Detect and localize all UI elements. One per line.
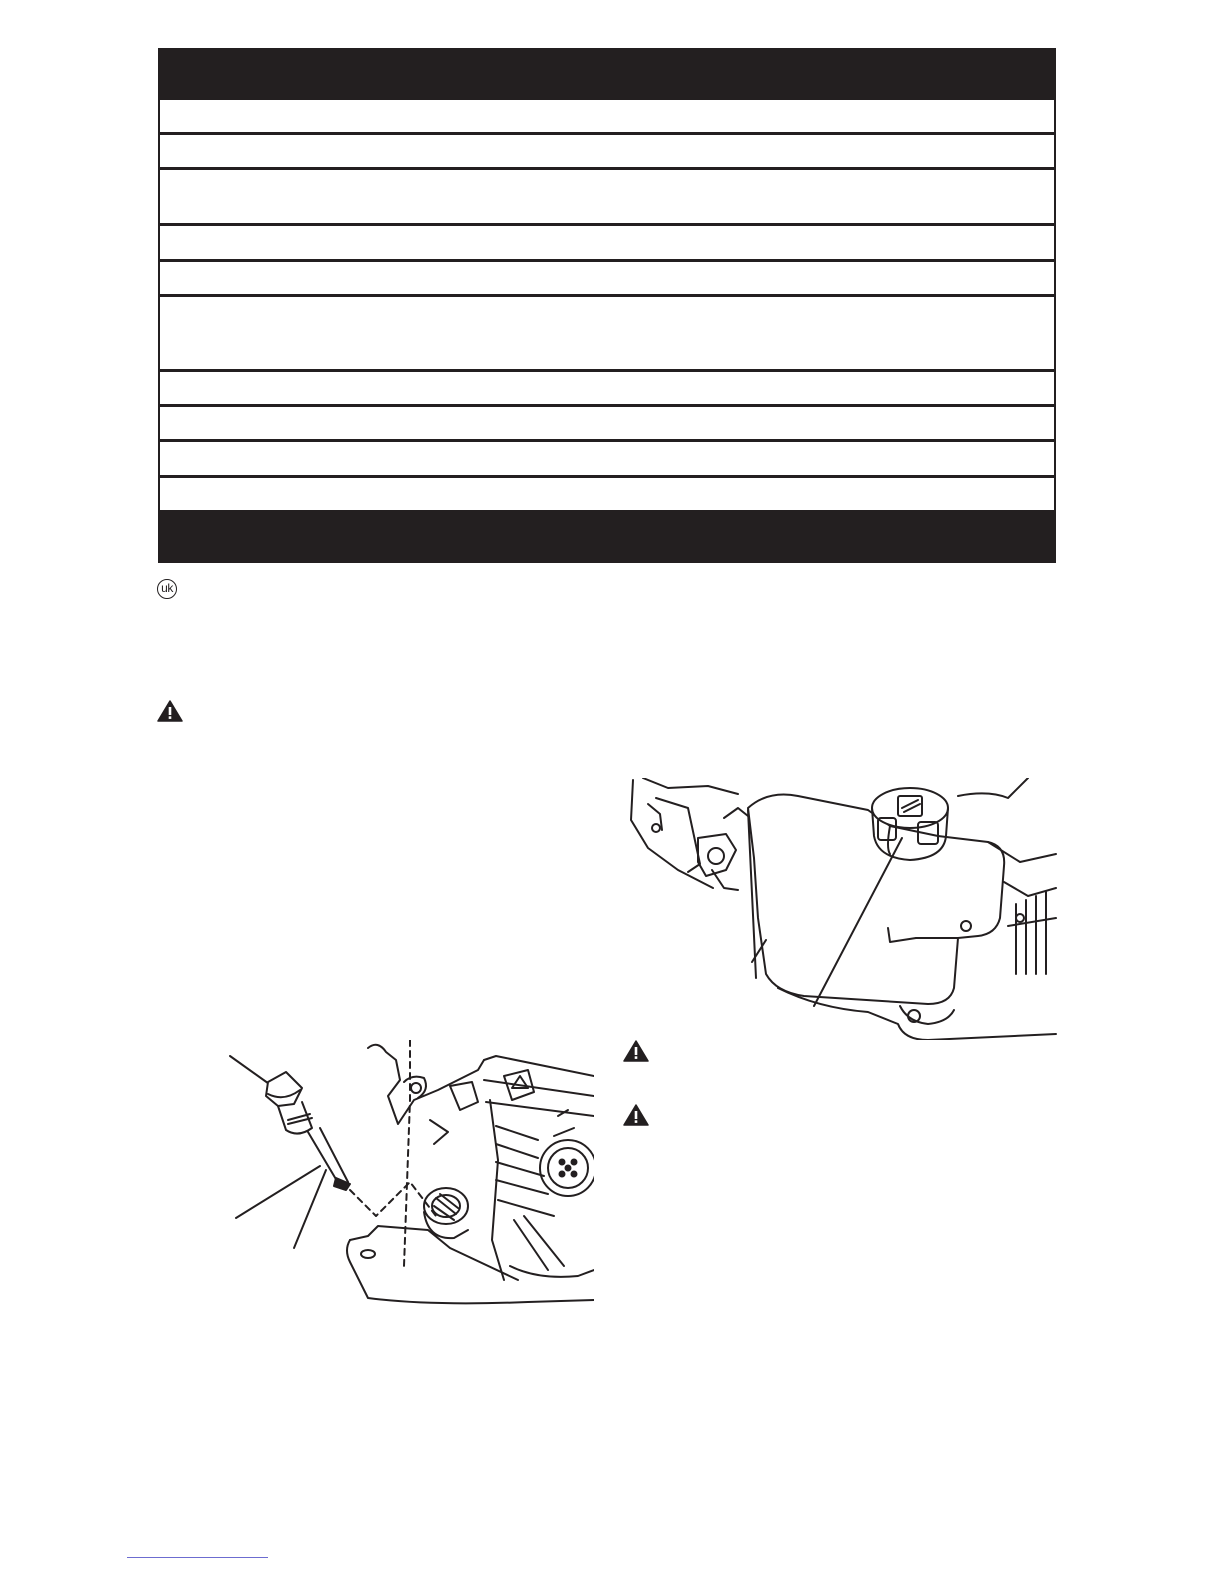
spec-row [160, 226, 1054, 259]
warning-triangle-icon [157, 700, 183, 722]
warning-triangle-icon [623, 1104, 649, 1126]
warning-triangle-icon [623, 1040, 649, 1062]
footer-link-underline [127, 1557, 268, 1558]
oil-dipstick-figure [228, 1040, 594, 1306]
spec-row [160, 262, 1054, 294]
spec-row [160, 372, 1054, 404]
spec-row [160, 100, 1054, 132]
spec-row [160, 170, 1054, 223]
spec-row [160, 297, 1054, 369]
spec-row [160, 442, 1054, 475]
spec-row [160, 478, 1054, 510]
spec-row [160, 407, 1054, 439]
spec-row [160, 135, 1054, 167]
spec-table [158, 48, 1056, 563]
fuel-tank-figure [628, 778, 1058, 1040]
language-badge: uk [157, 579, 177, 599]
